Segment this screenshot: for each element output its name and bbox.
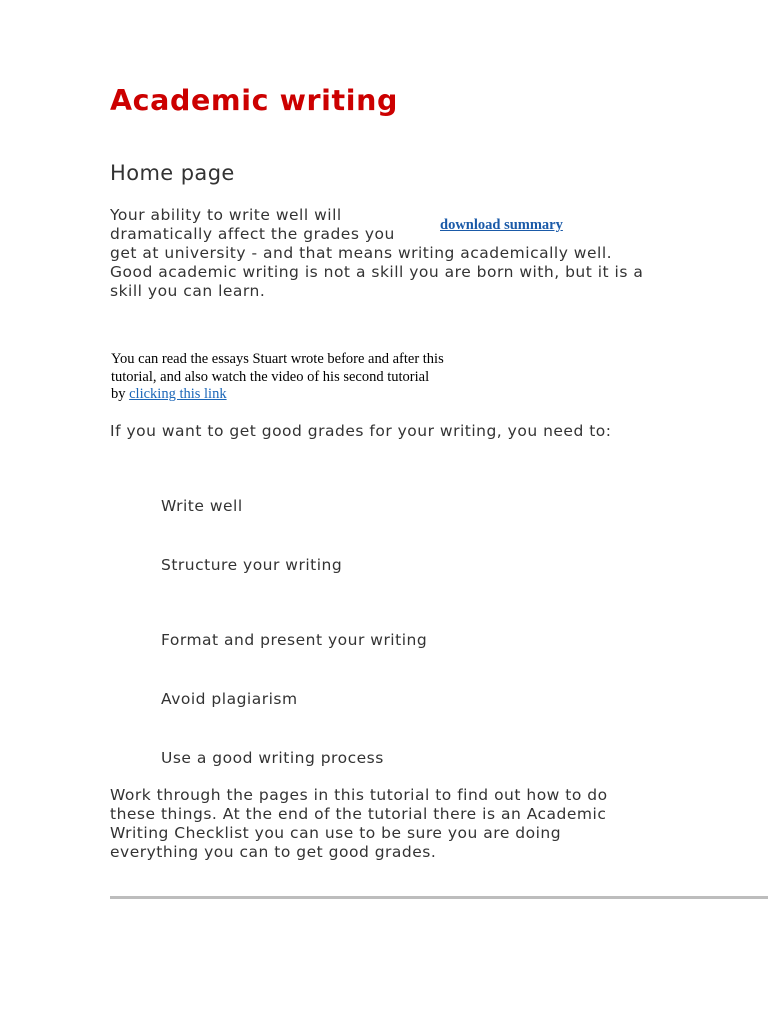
closing-line: everything you can to get good grades. bbox=[110, 843, 437, 861]
closing-line: Work through the pages in this tutorial to find out how to do bbox=[110, 786, 608, 804]
download-summary-link[interactable]: download summary bbox=[440, 217, 563, 233]
closing-paragraph bbox=[110, 786, 670, 862]
intro-line: get at university - and that means writing academically well. bbox=[110, 244, 613, 262]
page-title: Academic writing bbox=[110, 84, 399, 117]
list-item: Avoid plagiarism bbox=[161, 690, 298, 708]
list-item: Structure your writing bbox=[161, 556, 343, 574]
list-item: Format and present your writing bbox=[161, 631, 428, 649]
intro-line: dramatically affect the grades you bbox=[110, 225, 395, 243]
list-item: Use a good writing process bbox=[161, 749, 384, 767]
stuart-note bbox=[111, 351, 491, 404]
document-page bbox=[110, 0, 768, 1024]
note-line-last bbox=[111, 386, 491, 404]
intro-line: Your ability to write well will bbox=[110, 206, 342, 224]
note-prefix: by bbox=[111, 386, 130, 402]
intro-line: Good academic writing is not a skill you are born with, but it is a bbox=[110, 263, 644, 281]
closing-line: these things. At the end of the tutorial there is an Academic bbox=[110, 805, 607, 823]
list-item: Write well bbox=[161, 497, 243, 515]
note-line: tutorial, and also watch the video of his second tutorial bbox=[111, 368, 430, 385]
page-subtitle: Home page bbox=[110, 161, 235, 185]
intro-line: skill you can learn. bbox=[110, 282, 266, 300]
clicking-this-link[interactable]: clicking this link bbox=[129, 386, 227, 402]
closing-line: Writing Checklist you can use to be sure you are doing bbox=[110, 824, 562, 842]
need-to-text: If you want to get good grades for your writing, you need to: bbox=[110, 422, 612, 440]
note-line: You can read the essays Stuart wrote before and after this bbox=[111, 351, 444, 367]
horizontal-divider bbox=[110, 896, 768, 899]
